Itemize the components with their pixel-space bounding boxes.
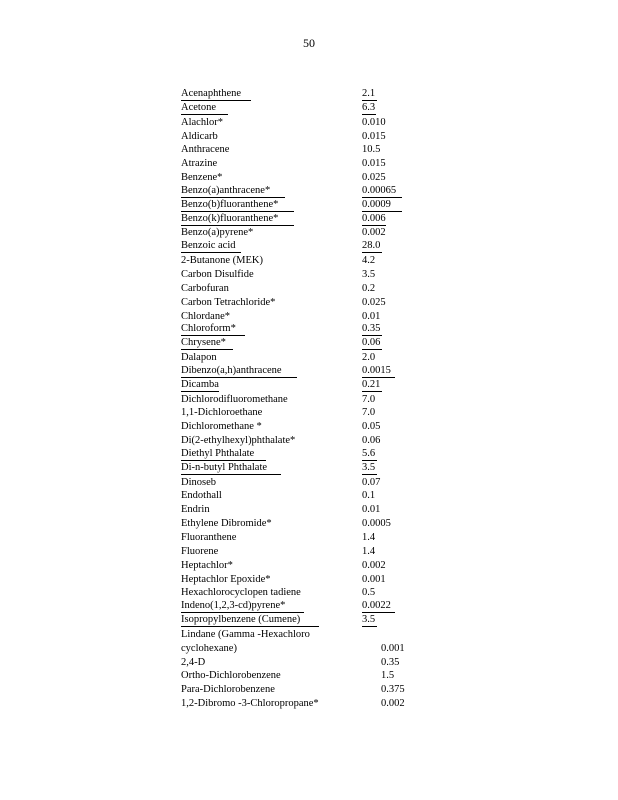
table-row — [0, 157, 618, 171]
contaminant-name: Indeno(1,2,3-cd)pyrene* — [181, 600, 304, 613]
contaminant-name: Dichloromethane * — [181, 421, 262, 433]
table-row — [0, 143, 618, 157]
table-row — [0, 240, 618, 254]
contaminant-value: 0.35 — [362, 323, 381, 335]
table-row — [0, 697, 618, 711]
contaminant-value: 0.0005 — [362, 518, 391, 530]
contaminant-name: Heptachlor Epoxide* — [181, 573, 271, 585]
table-row — [0, 462, 618, 476]
contaminant-name: Fluorene — [181, 545, 219, 557]
contaminant-name: Dicamba — [181, 378, 219, 390]
table-row — [0, 268, 618, 282]
contaminant-name: Carbon Tetrachloride* — [181, 296, 276, 308]
contaminant-value: 7.0 — [362, 407, 376, 419]
table-row — [0, 102, 618, 116]
contaminant-name: Di(2-ethylhexyl)phthalate* — [181, 435, 296, 447]
contaminant-name: Benzo(a)pyrene* — [181, 227, 254, 239]
contaminant-name: Ortho-Dichlorobenzene — [181, 670, 281, 682]
table-row — [0, 185, 618, 199]
contaminant-value: 2.1 — [362, 88, 376, 99]
contaminant-value: 0.21 — [362, 378, 381, 390]
table-row — [0, 226, 618, 240]
contaminant-value: 0.002 — [362, 227, 386, 239]
table-row — [0, 683, 618, 697]
contaminant-name: Acenaphthene — [181, 88, 251, 101]
table-row — [0, 669, 618, 683]
contaminant-value: 3.5 — [362, 268, 376, 280]
contaminant-name: Benzoic acid — [181, 240, 241, 253]
contaminant-value: 1.4 — [362, 532, 376, 543]
contaminant-name: Benzo(a)anthracene* — [181, 185, 285, 198]
page-number: 50 — [303, 36, 315, 50]
contaminant-name: Carbofuran — [181, 282, 229, 294]
contaminant-name: 1,2-Dibromo -3-Chloropropane* — [181, 698, 319, 710]
table-row — [0, 614, 618, 628]
contaminant-name: Diethyl Phthalate — [181, 448, 266, 461]
contaminant-value: 0.375 — [381, 684, 405, 696]
contaminant-value: 0.001 — [362, 573, 386, 585]
table-row — [0, 642, 618, 656]
table-row — [0, 448, 618, 462]
contaminant-value: 0.025 — [362, 296, 386, 308]
table-row — [0, 545, 618, 559]
contaminant-value: 0.025 — [362, 172, 386, 184]
table-row — [0, 503, 618, 517]
contaminant-value: 1.4 — [362, 545, 376, 557]
table-row — [0, 573, 618, 587]
contaminant-name: Hexachlorocyclopen tadiene — [181, 587, 301, 599]
contaminant-value: 2.0 — [362, 352, 376, 364]
contaminant-name: Endothall — [181, 490, 222, 502]
contaminant-value: 0.06 — [362, 337, 381, 349]
contaminant-value: 4.2 — [362, 255, 376, 267]
contaminant-table — [0, 88, 618, 711]
contaminant-name: Para-Dichlorobenzene — [181, 684, 275, 696]
table-row — [0, 517, 618, 531]
contaminant-value: 10.5 — [362, 144, 381, 156]
contaminant-value: 0.01 — [362, 310, 381, 322]
contaminant-value: 0.1 — [362, 490, 376, 502]
table-row — [0, 116, 618, 130]
contaminant-value: 0.05 — [362, 421, 381, 433]
contaminant-name: cyclohexane) — [181, 642, 237, 654]
contaminant-name: 2-Butanone (MEK) — [181, 255, 263, 267]
contaminant-value: 0.0022 — [362, 600, 395, 613]
contaminant-name: Dalapon — [181, 352, 217, 364]
contaminant-name: Di-n-butyl Phthalate — [181, 462, 281, 475]
table-row — [0, 337, 618, 351]
contaminant-value: 0.001 — [381, 642, 405, 654]
table-row — [0, 476, 618, 490]
contaminant-value: 0.015 — [362, 158, 386, 170]
table-row — [0, 282, 618, 296]
table-row — [0, 434, 618, 448]
contaminant-value: 3.5 — [362, 614, 376, 626]
contaminant-value: 0.0009 — [362, 199, 402, 212]
contaminant-name: Benzo(k)fluoranthene* — [181, 213, 294, 226]
contaminant-name: 2,4-D — [181, 656, 206, 668]
contaminant-name: Benzene* — [181, 172, 223, 184]
contaminant-name: Aldicarb — [181, 130, 218, 142]
contaminant-value: 0.0015 — [362, 365, 395, 378]
contaminant-name: Atrazine — [181, 158, 218, 170]
contaminant-name: Alachlor* — [181, 116, 223, 128]
table-row — [0, 656, 618, 670]
table-row — [0, 254, 618, 268]
table-row — [0, 379, 618, 393]
contaminant-name: Carbon Disulfide — [181, 268, 254, 280]
contaminant-value: 0.002 — [362, 559, 386, 571]
table-row — [0, 130, 618, 144]
table-row — [0, 351, 618, 365]
table-row — [0, 393, 618, 407]
table-row — [0, 171, 618, 185]
table-row — [0, 213, 618, 227]
table-row — [0, 406, 618, 420]
contaminant-value: 6.3 — [362, 101, 376, 113]
contaminant-name: Endrin — [181, 504, 210, 516]
contaminant-name: Heptachlor* — [181, 559, 233, 571]
table-row — [0, 296, 618, 310]
contaminant-name: Fluoranthene — [181, 532, 237, 543]
table-row — [0, 628, 618, 642]
contaminant-value: 0.2 — [362, 282, 376, 294]
table-row — [0, 586, 618, 600]
contaminant-value: 0.01 — [362, 504, 381, 516]
contaminant-name: Chrysene* — [181, 337, 233, 350]
table-row — [0, 88, 618, 102]
contaminant-name: Dibenzo(a,h)anthracene — [181, 365, 297, 378]
contaminant-value: 0.006 — [362, 212, 386, 224]
contaminant-value: 3.5 — [362, 461, 376, 473]
contaminant-value: 0.002 — [381, 698, 405, 710]
contaminant-name: Benzo(b)fluoranthene* — [181, 199, 294, 212]
contaminant-value: 28.0 — [362, 240, 381, 252]
table-row — [0, 559, 618, 573]
contaminant-value: 0.00065 — [362, 185, 402, 198]
contaminant-name: Acetone — [181, 102, 228, 115]
contaminant-value: 0.010 — [362, 116, 386, 128]
table-row — [0, 365, 618, 379]
contaminant-name: Isopropylbenzene (Cumene) — [181, 614, 319, 627]
contaminant-name: Ethylene Dibromide* — [181, 518, 272, 530]
table-row — [0, 199, 618, 213]
contaminant-value: 0.015 — [362, 130, 386, 142]
contaminant-value: 7.0 — [362, 393, 376, 405]
table-row — [0, 489, 618, 503]
table-row — [0, 600, 618, 614]
contaminant-name: 1,1-Dichloroethane — [181, 407, 263, 419]
contaminant-name: Dichlorodifluoromethane — [181, 393, 288, 405]
contaminant-value: 0.07 — [362, 476, 381, 488]
contaminant-name: Chlordane* — [181, 310, 230, 322]
table-row — [0, 420, 618, 434]
table-row — [0, 310, 618, 324]
table-row — [0, 323, 618, 337]
contaminant-value: 1.5 — [381, 670, 395, 682]
contaminant-value: 0.35 — [381, 656, 400, 668]
contaminant-value: 0.5 — [362, 587, 376, 599]
contaminant-name: Dinoseb — [181, 476, 216, 488]
contaminant-value: 5.6 — [362, 447, 376, 459]
contaminant-name: Chloroform* — [181, 323, 245, 336]
table-row — [0, 531, 618, 545]
contaminant-name: Lindane (Gamma -Hexachloro — [181, 628, 310, 640]
contaminant-name: Anthracene — [181, 144, 230, 156]
contaminant-value: 0.06 — [362, 435, 381, 447]
